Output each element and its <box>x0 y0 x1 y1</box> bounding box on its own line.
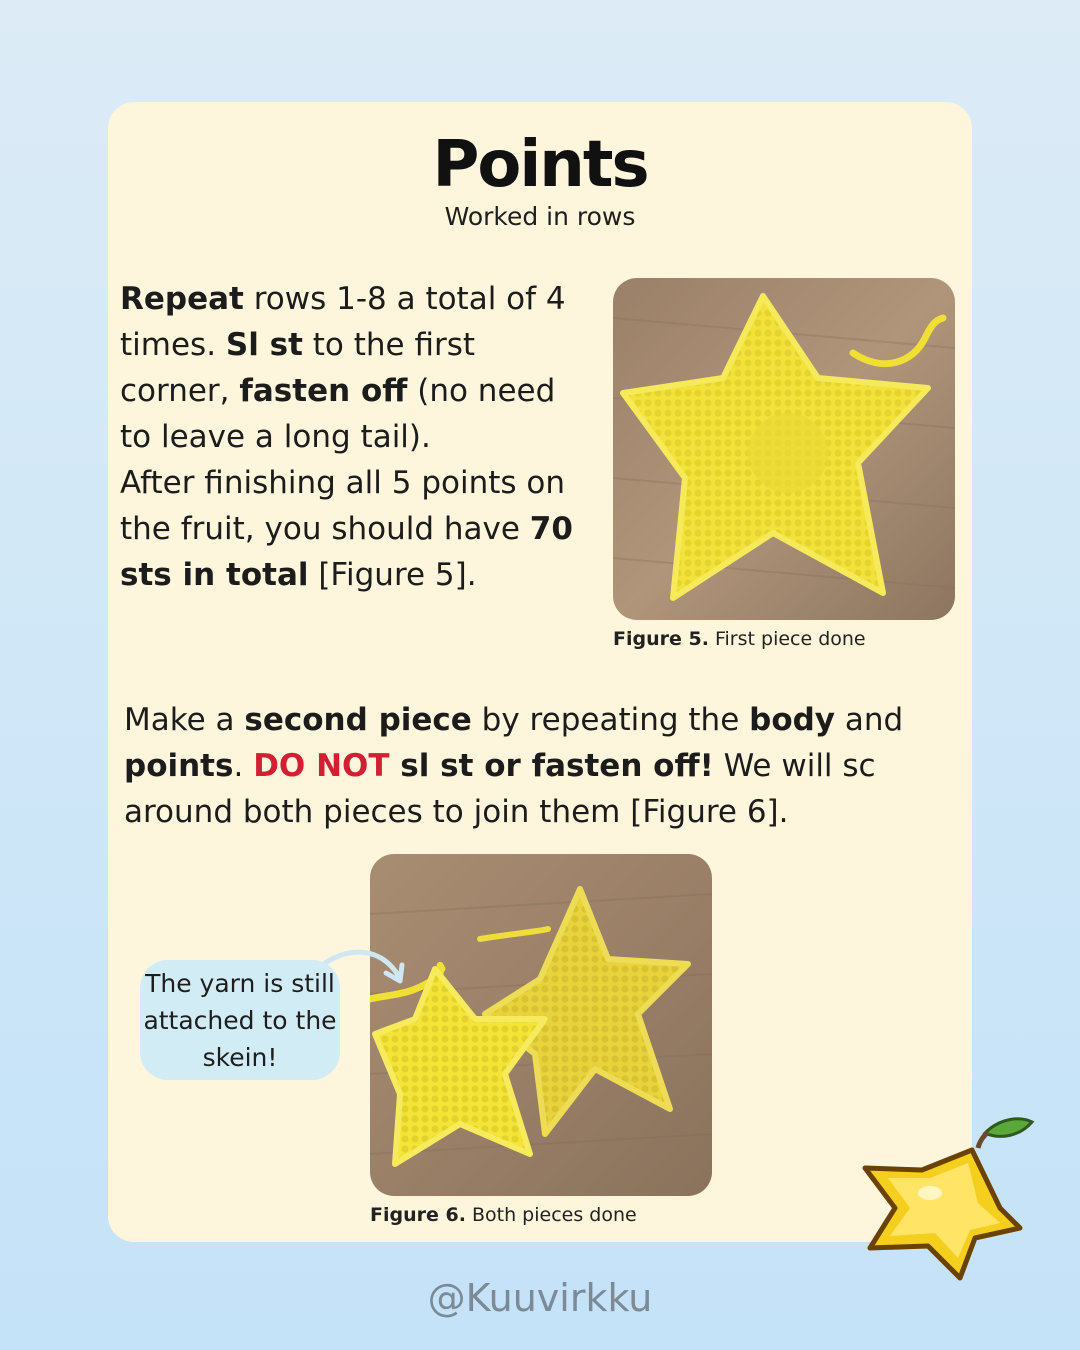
figure-5-caption <box>613 628 866 650</box>
bold-points: points <box>124 748 234 784</box>
text-run: [Figure 5]. <box>308 557 477 593</box>
instructions-paragraph-2 <box>124 697 954 835</box>
caption-text: Both pieces done <box>465 1204 637 1226</box>
bold-stitch-total: 70 sts in total <box>120 511 573 593</box>
starfruit-mascot-icon <box>850 1108 1040 1288</box>
author-handle: @Kuuvirkku <box>427 1276 653 1320</box>
text-run: to the first corner, <box>120 327 476 409</box>
figure-6-caption <box>370 1204 637 1226</box>
text-run: We will sc around both pieces to join them [Figure 6]. <box>124 748 876 830</box>
page-subtitle: Worked in rows <box>444 202 636 231</box>
caption-label: Figure 6. <box>370 1204 466 1226</box>
text-run: (no need to leave a long tail). <box>120 373 556 455</box>
caption-label: Figure 5. <box>613 628 709 650</box>
bold-fasten-off: fasten off <box>239 373 408 409</box>
callout-text: The yarn is still attached to the skein! <box>143 968 337 1072</box>
text-run: and <box>835 702 904 738</box>
text-run: rows 1-8 a total of 4 times. <box>120 281 566 363</box>
figure-6-photo <box>370 854 712 1196</box>
bold-sl-st: Sl st <box>225 327 303 363</box>
bold-body: body <box>749 702 836 738</box>
warning-do-not: DO NOT <box>253 748 390 784</box>
bold-second-piece: second piece <box>244 702 472 738</box>
page-title: Points <box>432 128 648 202</box>
bold-repeat: Repeat <box>120 281 244 317</box>
text-run: After finishing all 5 points on the fruit, you should have <box>120 465 566 547</box>
text-run: by repeating the <box>471 702 750 738</box>
figure-5-photo <box>613 278 955 620</box>
caption-text: First piece done <box>708 628 866 650</box>
text-run: . <box>233 748 254 784</box>
text-run: Make a <box>124 702 245 738</box>
callout-bubble <box>140 960 340 1080</box>
instructions-paragraph-1 <box>120 276 580 598</box>
bold-warning: sl st or fasten off! <box>389 748 714 784</box>
